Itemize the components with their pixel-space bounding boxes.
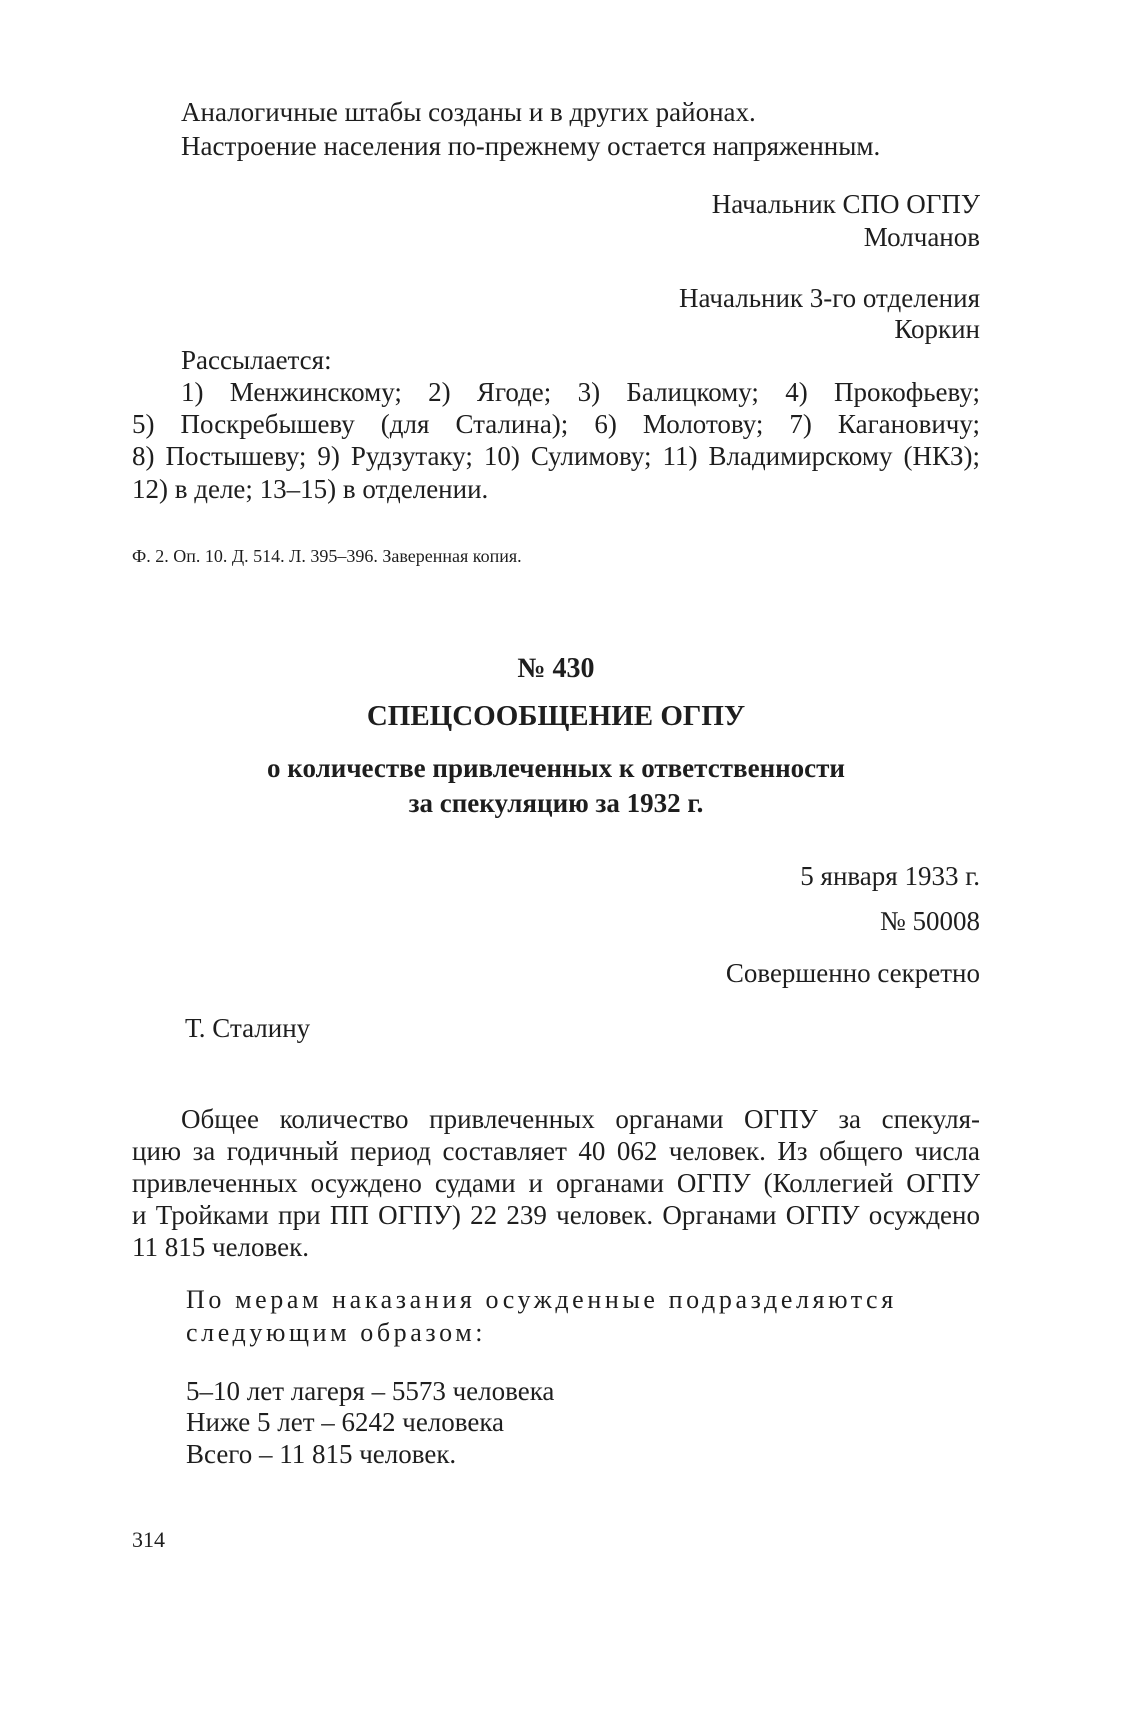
punishment-item-2: Ниже 5 лет – 6242 человека — [186, 1407, 505, 1437]
signature-title-1: Начальник СПО ОГПУ — [711, 189, 980, 219]
punishment-item-1: 5–10 лет лагеря – 5573 человека — [186, 1376, 555, 1406]
punishment-intro-line-2: следующим образом: — [186, 1318, 487, 1347]
page-number: 314 — [132, 1527, 165, 1552]
punishment-intro-line-1: По мерам наказания осужденные подразделяются — [186, 1285, 897, 1314]
closing-line-2: Настроение населения по-прежнему остается напряженным. — [181, 131, 881, 161]
document-date: 5 января 1933 г. — [800, 861, 980, 891]
document-number: № 430 — [517, 653, 595, 684]
signature-name-1: Молчанов — [863, 222, 980, 252]
paragraph-line-5: 11 815 человек. — [132, 1232, 309, 1262]
registration-number: № 50008 — [879, 906, 980, 936]
closing-line-1: Аналогичные штабы созданы и в других районах. — [181, 97, 756, 127]
paragraph-line-4: и Тройками при ПП ОГПУ) 22 239 человек. Органами ОГПУ осуждено — [132, 1200, 980, 1230]
document-subtitle-line-1: о количестве привлеченных к ответственности — [267, 753, 845, 783]
paragraph-line-3: привлеченных осуждено судами и органами ОГПУ (Коллегией ОГПУ — [132, 1168, 980, 1198]
addressee: Т. Сталину — [185, 1013, 311, 1043]
paragraph-line-1: Общее количество привлеченных органами ОГПУ за спекуля- — [181, 1104, 980, 1134]
document-type: СПЕЦСООБЩЕНИЕ ОГПУ — [366, 700, 746, 732]
distribution-line-4: 12) в деле; 13–15) в отделении. — [132, 474, 489, 504]
paragraph-line-2: цию за годичный период составляет 40 062 человек. Из общего числа — [132, 1136, 980, 1166]
archive-reference: Ф. 2. Оп. 10. Д. 514. Л. 395–396. Заверенная копия. — [132, 546, 522, 566]
punishment-item-3: Всего – 11 815 человек. — [186, 1439, 457, 1469]
distribution-line-2: 5) Поскребышеву (для Сталина); 6) Молотову; 7) Кагановичу; — [132, 409, 980, 439]
document-subtitle-line-2: за спекуляцию за 1932 г. — [408, 788, 704, 818]
distribution-line-1: 1) Менжинскому; 2) Ягоде; 3) Балицкому; 4) Прокофьеву; — [181, 377, 980, 407]
distribution-label: Рассылается: — [181, 345, 332, 375]
signature-name-2: Коркин — [894, 314, 980, 344]
classification-mark: Совершенно секретно — [725, 958, 980, 988]
signature-title-2: Начальник 3-го отделения — [679, 283, 980, 313]
distribution-line-3: 8) Постышеву; 9) Рудзутаку; 10) Сулимову; 11) Владимирскому (НКЗ); — [132, 441, 980, 471]
